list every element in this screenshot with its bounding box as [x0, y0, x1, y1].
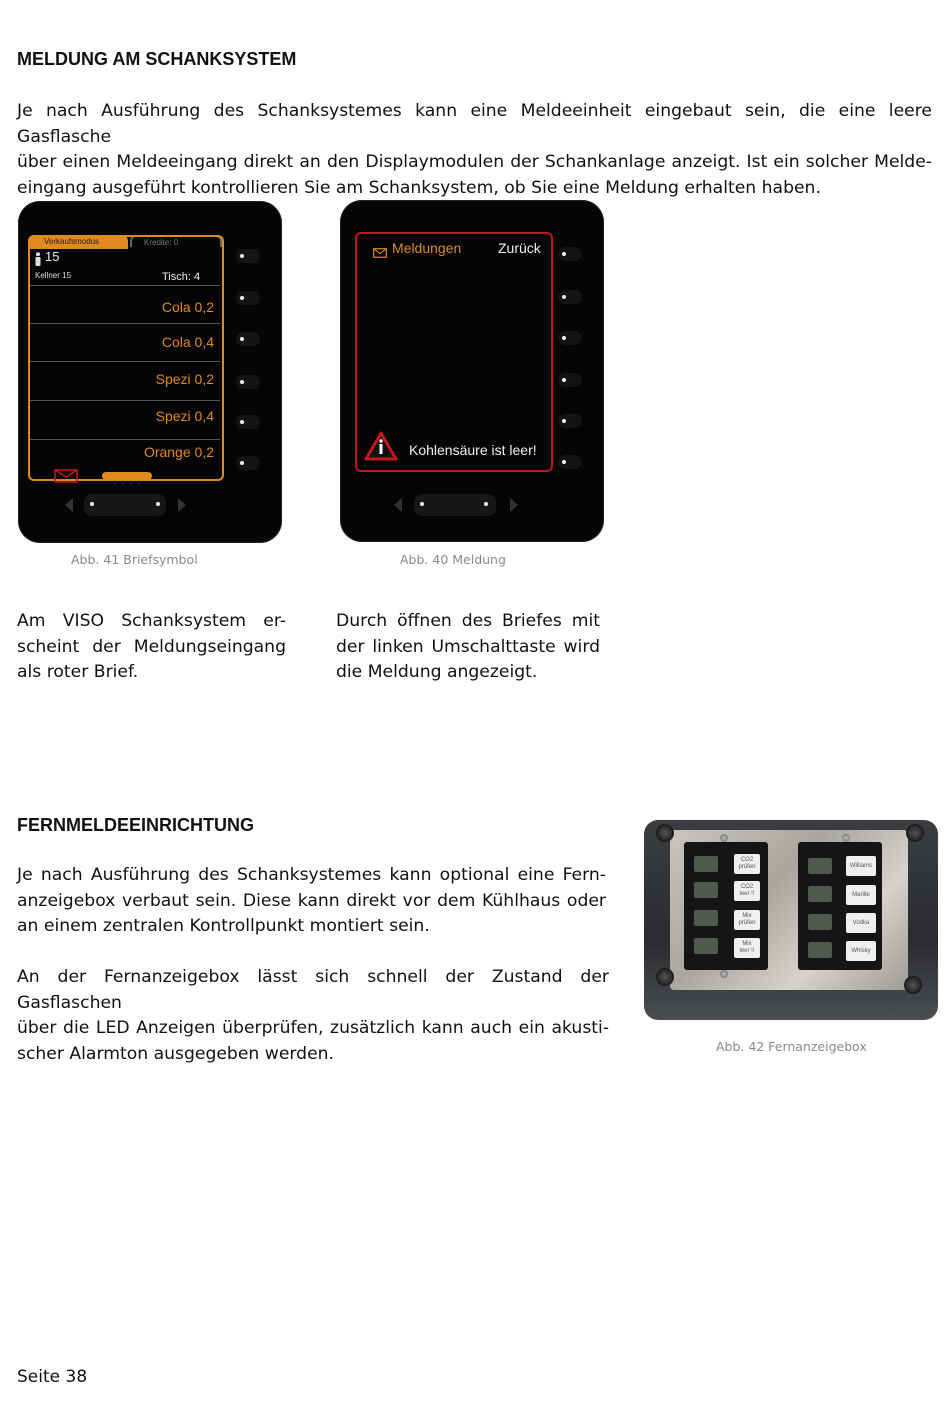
- product-button[interactable]: Orange 0,2: [143, 444, 214, 460]
- tab-kredite[interactable]: Kredite: 0: [130, 235, 222, 247]
- text-line: Am VISO Schanksystem er-: [17, 611, 286, 631]
- led-label: CO2 leer !!: [734, 881, 760, 901]
- led-indicator: [694, 882, 718, 898]
- product-button[interactable]: Cola 0,2: [161, 299, 214, 315]
- fernmelde-paragraph-1: [17, 863, 606, 940]
- nav-dot: [420, 502, 424, 506]
- display-module-messages: [340, 200, 604, 542]
- message-text: Kohlensäure ist leer!: [409, 442, 537, 458]
- led-label: Vodka: [846, 913, 876, 933]
- display-module-sales: [18, 201, 282, 543]
- text-line: scheint der Meldungseingang: [17, 636, 286, 657]
- text-line: Je nach Ausführung des Schanksystemes kann eine Meldeeinheit eingebaut sein, die eine leere Gasflasche: [17, 101, 932, 147]
- side-button[interactable]: [558, 373, 582, 387]
- nav-left-icon[interactable]: [394, 498, 402, 512]
- screw-icon: [906, 978, 920, 992]
- side-button[interactable]: [558, 414, 582, 428]
- text-line: eingang ausgeführt kontrollieren Sie am Schanksystem, ob Sie eine Meldung erhalten haben.: [17, 177, 821, 198]
- text-line: An der Fernanzeigebox lässt sich schnell der Zustand der Gasflaschen: [17, 967, 609, 1013]
- side-button[interactable]: [236, 249, 260, 263]
- led-indicator: [694, 856, 718, 872]
- screw-icon: [658, 826, 672, 840]
- screw-icon: [658, 970, 672, 984]
- text-line: scher Alarmton ausgegeben werden.: [17, 1043, 335, 1064]
- led-label: Mix leer !!: [734, 938, 760, 958]
- guest-count: 15: [45, 249, 60, 264]
- column-text-left: [17, 609, 286, 686]
- text-line: der linken Umschalttaste wird: [336, 636, 600, 657]
- messages-title: Meldungen: [392, 240, 462, 256]
- nav-bar[interactable]: [414, 494, 496, 516]
- caption-fig42: Abb. 42 Fernanzeigebox: [716, 1039, 867, 1054]
- tisch-label: Tisch: 4: [162, 271, 201, 283]
- envelope-icon: [373, 243, 387, 253]
- product-button[interactable]: Spezi 0,2: [155, 371, 214, 387]
- caption-fig40: Abb. 40 Meldung: [400, 552, 506, 567]
- row-divider: [30, 439, 220, 440]
- led-label: Marille: [846, 885, 876, 905]
- intro-paragraph: [17, 99, 932, 201]
- text-line: an einem zentralen Kontrollpunkt montiert sein.: [17, 916, 430, 936]
- side-button[interactable]: [236, 375, 260, 389]
- text-line: über einen Meldeeingang direkt an den Displaymodulen der Schankanlage anzeigt. Ist ein solcher Melde-: [17, 152, 932, 172]
- side-button[interactable]: [558, 455, 582, 469]
- led-label: Williams: [846, 856, 876, 876]
- side-button[interactable]: [558, 290, 582, 304]
- person-icon: [34, 251, 42, 265]
- screw-icon: [720, 970, 728, 978]
- envelope-icon[interactable]: [54, 468, 78, 482]
- nav-dot: [90, 502, 94, 506]
- nav-right-icon[interactable]: [178, 498, 186, 512]
- section-heading-meldung: MELDUNG AM SCHANKSYSTEM: [17, 49, 297, 69]
- fernmelde-paragraph-2: [17, 965, 609, 1067]
- side-button[interactable]: [236, 332, 260, 346]
- led-panel-left: [684, 842, 768, 970]
- fernanzeigebox-photo: [644, 820, 938, 1020]
- side-button[interactable]: [558, 247, 582, 261]
- led-label: CO2 prüfen: [734, 854, 760, 874]
- warning-icon: [364, 431, 398, 461]
- product-button[interactable]: Cola 0,4: [161, 334, 214, 350]
- nav-dot: [484, 502, 488, 506]
- text-line: die Meldung angezeigt.: [336, 662, 538, 682]
- kellner-label: Kellner 15: [35, 271, 72, 280]
- nav-left-icon[interactable]: [65, 498, 73, 512]
- side-button[interactable]: [236, 291, 260, 305]
- nav-bar[interactable]: [84, 494, 166, 516]
- led-indicator: [808, 942, 832, 958]
- page-indicator: [102, 472, 152, 480]
- row-divider: [30, 323, 220, 324]
- led-indicator: [808, 858, 832, 874]
- screw-icon: [720, 834, 728, 842]
- text-line: anzeigebox verbaut sein. Diese kann direkt vor dem Kühlhaus oder: [17, 890, 606, 911]
- side-button[interactable]: [236, 415, 260, 429]
- text-line: Je nach Ausführung des Schanksystemes kann optional eine Fern-: [17, 865, 606, 885]
- text-line: Durch öffnen des Briefes mit: [336, 611, 600, 631]
- row-divider: [30, 361, 220, 362]
- led-indicator: [694, 910, 718, 926]
- led-label: Mix prüfen: [734, 910, 760, 930]
- led-indicator: [694, 938, 718, 954]
- led-indicator: [808, 914, 832, 930]
- side-button[interactable]: [558, 331, 582, 345]
- caption-fig41: Abb. 41 Briefsymbol: [71, 552, 198, 567]
- section-heading-fernmelde: FERNMELDEEINRICHTUNG: [17, 815, 254, 835]
- back-button[interactable]: Zurück: [498, 240, 541, 256]
- screw-icon: [908, 826, 922, 840]
- row-divider: [30, 285, 220, 286]
- led-label: Whisky: [846, 941, 876, 961]
- side-button[interactable]: [236, 456, 260, 470]
- led-panel-right: [798, 842, 882, 970]
- text-line: über die LED Anzeigen überprüfen, zusätzlich kann auch ein akusti-: [17, 1018, 609, 1038]
- nav-dot: [156, 502, 160, 506]
- text-line: als roter Brief.: [17, 662, 139, 682]
- row-divider: [30, 400, 220, 401]
- page-number: Seite 38: [17, 1367, 88, 1387]
- tab-verkaufsmodus[interactable]: Verkaufsmodus: [28, 235, 128, 249]
- nav-right-icon[interactable]: [510, 498, 518, 512]
- screw-icon: [842, 834, 850, 842]
- column-text-right: [336, 609, 600, 686]
- product-button[interactable]: Spezi 0,4: [155, 408, 214, 424]
- led-indicator: [808, 886, 832, 902]
